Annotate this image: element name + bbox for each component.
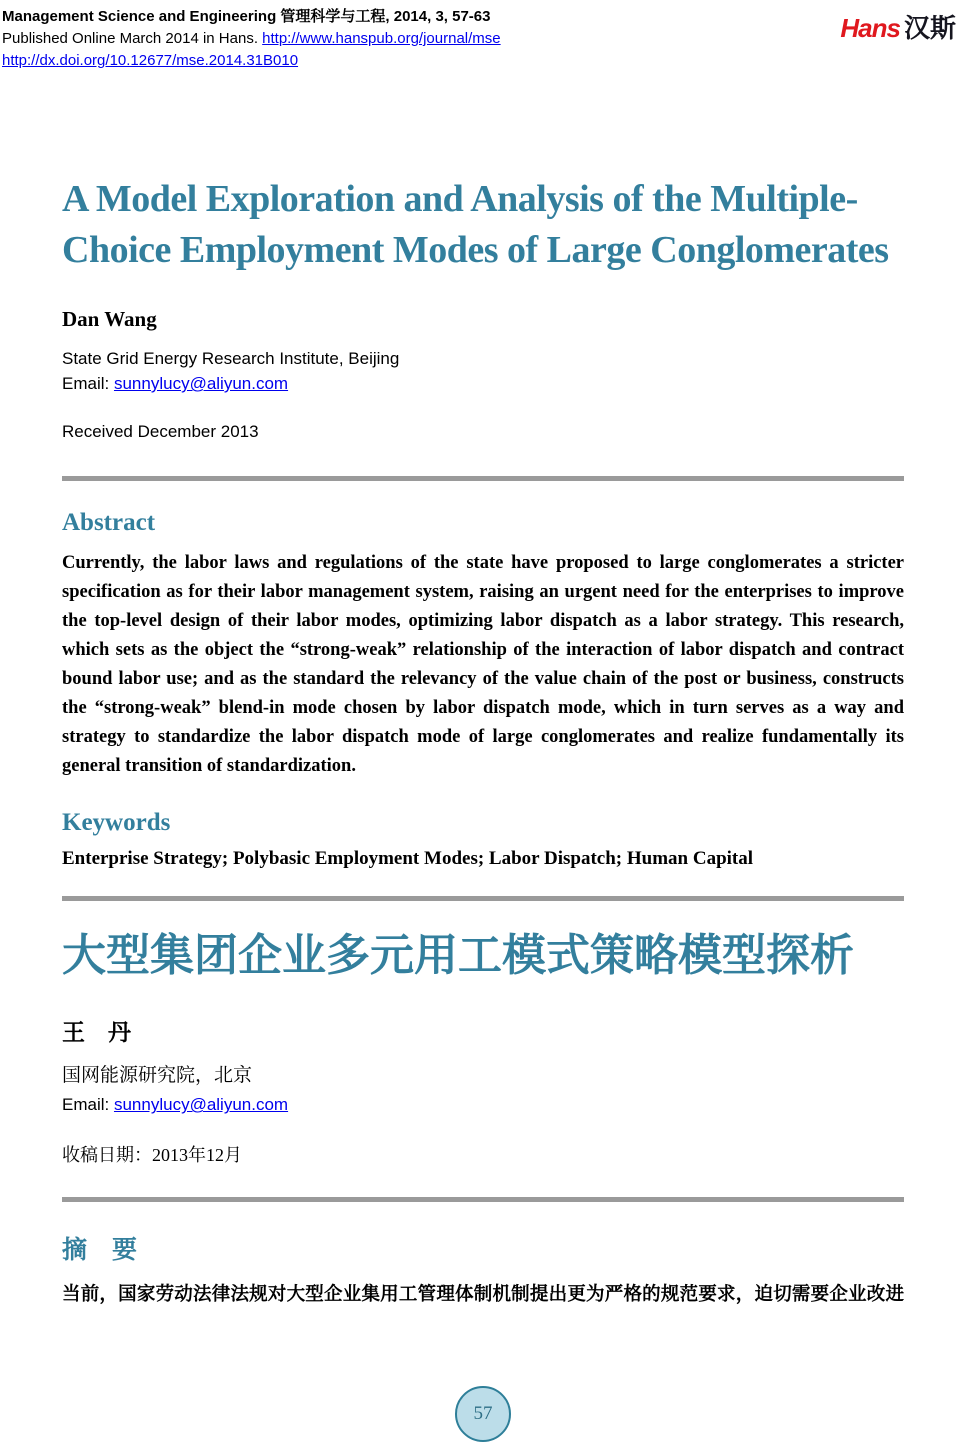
article-title-en: A Model Exploration and Analysis of the Multiple-Choice Employment Modes of Large Conglomerates xyxy=(62,178,889,271)
journal-header-text xyxy=(2,6,501,72)
abstract-heading-cn: 摘 要 xyxy=(62,1236,138,1265)
journal-url-link[interactable]: http://www.hanspub.org/journal/mse xyxy=(262,30,501,47)
affiliation-en: State Grid Energy Research Institute, Beijing xyxy=(62,349,400,369)
keywords-text-en: Enterprise Strategy; Polybasic Employment Modes; Labor Dispatch; Human Capital xyxy=(62,848,754,870)
hans-logo-latin: Hans xyxy=(840,13,900,43)
affiliation-block-en xyxy=(62,346,904,396)
abstract-heading-en: Abstract xyxy=(62,509,156,537)
email-link-en[interactable]: sunnylucy@aliyun.com xyxy=(113,374,289,394)
doi-link[interactable]: http://dx.doi.org/10.12677/mse.2014.31B010 xyxy=(2,52,299,69)
keywords-heading-en: Keywords xyxy=(62,809,171,837)
email-link-cn[interactable]: sunnylucy@aliyun.com xyxy=(113,1095,289,1115)
email-label-cn: Email: xyxy=(62,1095,114,1115)
journal-header xyxy=(0,0,966,72)
page-number-badge xyxy=(455,1386,511,1442)
author-name-cn: 王 丹 xyxy=(62,1020,131,1046)
affiliation-block-cn xyxy=(62,1061,904,1119)
affiliation-cn: 国网能源研究院，北京 xyxy=(62,1065,253,1087)
article-content xyxy=(62,174,904,1308)
abstract-text-en: Currently, the labor laws and regulations of the state have proposed to large conglomerates a stricter specification as for their labor management system, raising an urgent need for the enterprises to improve the top-level design of their labor modes, optimizing labor dispatch as a labor strategy. This research, which sets as the object the “strong-weak” relationship of the interaction of labor dispatch and contract bound labor use; and as the standard the relevancy of the value chain of the post or business, constructs the “strong-weak” blend-in mode chosen by labor dispatch mode, which in turn serves as a way and strategy to standardize the labor dispatch mode of large conglomerates and realize fundamentally its general transition of standardization. xyxy=(62,553,904,777)
abstract-text-cn: 当前，国家劳动法律法规对大型企业集用工管理体制机制提出更为严格的规范要求，迫切需要企业改进 xyxy=(62,1283,904,1305)
published-line xyxy=(2,28,501,50)
divider xyxy=(62,476,904,481)
author-name-en: Dan Wang xyxy=(62,307,157,332)
doi-line xyxy=(2,50,501,72)
email-line-cn xyxy=(62,1090,904,1119)
received-date-cn: 收稿日期：2013年12月 xyxy=(62,1145,242,1166)
published-prefix: Published Online March 2014 in Hans. xyxy=(2,30,263,47)
divider xyxy=(62,896,904,901)
divider xyxy=(62,1197,904,1202)
page-number: 57 xyxy=(473,1403,493,1424)
article-title-cn: 大型集团企业多元用工模式策略模型探析 xyxy=(62,931,854,981)
received-date-en: Received December 2013 xyxy=(62,422,259,442)
hans-logo xyxy=(840,6,956,45)
email-label-en: Email: xyxy=(62,374,114,394)
journal-title-line: Management Science and Engineering 管理科学与工程, 2014, 3, 57-63 xyxy=(2,8,491,25)
email-line-en xyxy=(62,371,904,396)
hans-logo-cn: 汉斯 xyxy=(903,13,956,43)
